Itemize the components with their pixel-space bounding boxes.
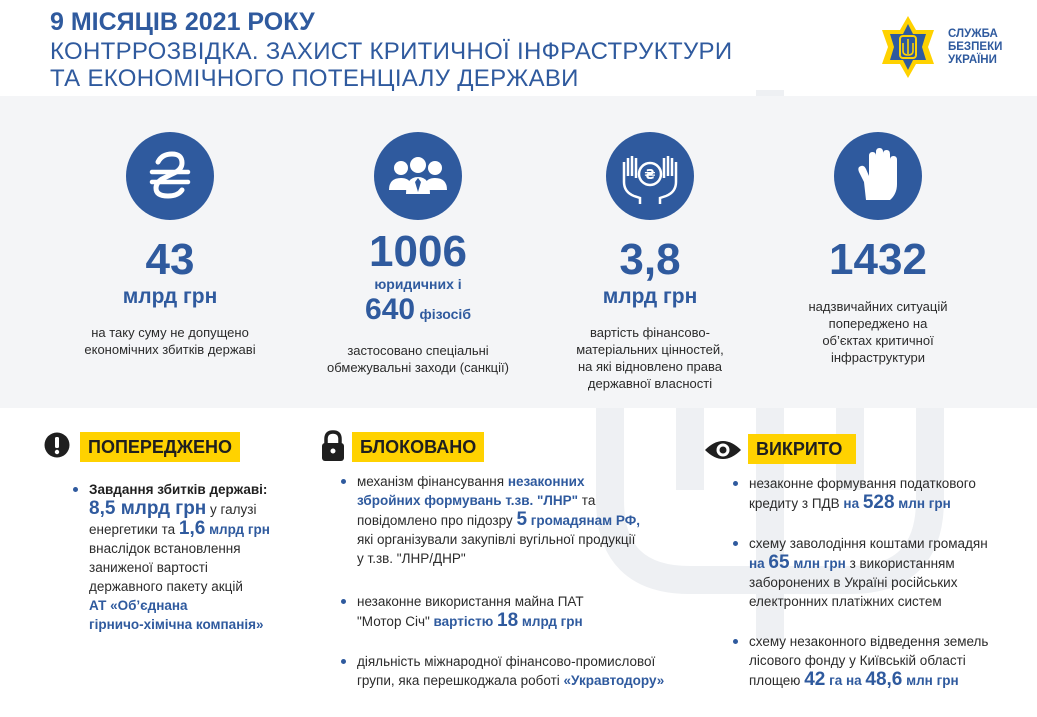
svg-text:₴: ₴ bbox=[644, 168, 656, 183]
highlight-text: громадянам РФ, bbox=[527, 513, 640, 528]
list-item-text: діяльність міжнародної фінансово-промислової bbox=[357, 654, 656, 669]
highlight-text: га на bbox=[825, 673, 866, 688]
stat-sanctions bbox=[318, 132, 518, 376]
stat-desc-line1: на таку суму не допущено bbox=[91, 325, 249, 340]
list-item-text: площею bbox=[749, 673, 805, 688]
stat-icon-circle bbox=[606, 132, 694, 220]
stat-number: 3,8 bbox=[619, 235, 681, 284]
highlight-value: 42 bbox=[804, 669, 826, 690]
list-item-text: незаконне формування податкового bbox=[749, 476, 976, 491]
stat-desc-line2: обмежувальні заходи (санкції) bbox=[327, 360, 509, 375]
highlight-value: 5 bbox=[516, 509, 528, 530]
stat-icon-circle bbox=[834, 132, 922, 220]
stat-desc-line1: вартість фінансово- bbox=[590, 325, 710, 340]
highlight-value: 48,6 bbox=[865, 669, 903, 690]
highlight-value: 528 bbox=[862, 492, 895, 513]
stat-desc-line4: державної власності bbox=[587, 376, 713, 391]
highlight-text: на bbox=[843, 496, 863, 511]
list-item-text: внаслідок встановлення bbox=[89, 541, 241, 556]
stat-desc-line3: об’єктах критичної bbox=[822, 333, 934, 348]
stat-icon-circle bbox=[126, 132, 214, 220]
stat-desc-line2: попереджено на bbox=[828, 316, 928, 331]
highlight-value: 18 bbox=[497, 610, 519, 631]
stat-emergencies bbox=[778, 132, 978, 366]
highlight-unit: млн грн bbox=[789, 556, 846, 571]
highlight-text: незаконних bbox=[507, 474, 585, 489]
highlight-text: збройних формувань т.зв. "ЛНР" bbox=[357, 493, 579, 508]
stat-number-2: 640 bbox=[365, 293, 416, 326]
list-item-text: схему заволодіння коштами громадян bbox=[749, 536, 988, 551]
list-item bbox=[357, 652, 707, 690]
stat-desc-line2: економічних збитків державі bbox=[84, 342, 256, 357]
page-title: 9 МІСЯЦІВ 2021 РОКУ bbox=[50, 8, 315, 36]
logo-line2: БЕЗПЕКИ bbox=[948, 41, 1003, 53]
highlight-unit: млн грн bbox=[902, 673, 959, 688]
stat-desc-line3: на які відновлено права bbox=[578, 359, 722, 374]
exclamation-icon bbox=[44, 432, 70, 463]
list-item-text: та bbox=[578, 493, 596, 508]
stat-assets bbox=[550, 132, 750, 392]
list-item bbox=[749, 534, 1029, 611]
list-item-text: у галузі bbox=[206, 502, 257, 517]
list-item-text: державного пакету акцій bbox=[89, 579, 243, 594]
list-item-text: гірничо-хімічна компанія» bbox=[89, 617, 264, 632]
lock-icon bbox=[320, 430, 346, 467]
people-icon bbox=[374, 132, 462, 220]
list-item-text: електронних платіжних систем bbox=[749, 594, 942, 609]
stat-number: 1432 bbox=[829, 235, 927, 284]
page-subtitle-line1: КОНТРРОЗВІДКА. ЗАХИСТ КРИТИЧНОЇ ІНФРАСТРУКТУРИ bbox=[50, 38, 733, 65]
list-item-text: кредиту з ПДВ bbox=[749, 496, 844, 511]
stat-desc-line2: матеріальних цінностей, bbox=[576, 342, 724, 357]
highlight-text: вартістю bbox=[433, 614, 497, 629]
list-item-text: механізм фінансування bbox=[357, 474, 508, 489]
stat-desc-line4: інфраструктури bbox=[830, 350, 926, 365]
hands-coin-icon bbox=[606, 132, 694, 220]
logo-line3: УКРАЇНИ bbox=[948, 54, 997, 66]
list-item bbox=[749, 474, 1029, 513]
page-subtitle-line2: ТА ЕКОНОМІЧНОГО ПОТЕНЦІАЛУ ДЕРЖАВИ bbox=[50, 65, 579, 92]
highlight-text: «Укравтодору» bbox=[563, 673, 665, 688]
stat-desc-line1: надзвичайних ситуацій bbox=[808, 299, 948, 314]
list-item-text: АТ «Об’єднана bbox=[89, 598, 188, 613]
stat-unit-2: фізосіб bbox=[419, 306, 471, 322]
list-item-text: незаконне використання майна ПАТ bbox=[357, 594, 584, 609]
stat-icon-circle bbox=[374, 132, 462, 220]
list-item-text: заниженої вартості bbox=[89, 560, 208, 575]
list-item-text: у т.зв. "ЛНР/ДНР" bbox=[357, 551, 466, 566]
list-item-text: енергетики та bbox=[89, 522, 179, 537]
highlight-unit: млрд грн bbox=[518, 614, 583, 629]
list-item-text: лісового фонду у Київській області bbox=[749, 653, 966, 668]
list-item bbox=[357, 472, 687, 568]
list-item bbox=[357, 592, 687, 631]
hryvnia-icon bbox=[126, 132, 214, 220]
stat-unit: юридичних і bbox=[374, 276, 462, 292]
stat-losses bbox=[70, 132, 270, 358]
highlight-text: на bbox=[749, 556, 769, 571]
highlight-unit: млн грн bbox=[894, 496, 951, 511]
logo-line1: СЛУЖБА bbox=[948, 28, 998, 40]
section-title-blocked: БЛОКОВАНО bbox=[352, 432, 484, 462]
stat-second-value bbox=[318, 293, 518, 332]
highlight-value: 8,5 млрд грн bbox=[89, 498, 207, 519]
list-item-text: з використанням bbox=[845, 556, 955, 571]
list-item bbox=[749, 632, 1029, 690]
eye-icon bbox=[704, 438, 742, 467]
highlight-value: 65 bbox=[768, 552, 790, 573]
sbu-emblem-icon bbox=[876, 14, 940, 80]
list-item-text: групи, яка перешкоджала роботі bbox=[357, 673, 564, 688]
list-item-text: заборонених в Україні російських bbox=[749, 575, 958, 590]
stat-desc-line1: застосовано спеціальні bbox=[347, 343, 489, 358]
highlight-value: 1,6 bbox=[178, 518, 206, 539]
list-item-text: які організували закупівлі вугільної продукції bbox=[357, 532, 636, 547]
stat-number: 1006 bbox=[369, 227, 467, 276]
list-item-text: схему незаконного відведення земель bbox=[749, 634, 989, 649]
stop-hand-icon bbox=[834, 132, 922, 220]
stat-unit: млрд грн bbox=[602, 285, 698, 308]
stat-number: 43 bbox=[145, 235, 195, 284]
list-item-heading: Завдання збитків державі: bbox=[89, 482, 268, 497]
list-item-text: повідомлено про підозру bbox=[357, 513, 517, 528]
sbu-logo bbox=[876, 14, 1036, 80]
list-item bbox=[89, 480, 309, 634]
section-title-exposed: ВИКРИТО bbox=[748, 434, 856, 464]
stat-unit: млрд грн bbox=[122, 285, 218, 308]
highlight-unit: млрд грн bbox=[205, 522, 270, 537]
list-item-text: "Мотор Січ" bbox=[357, 614, 434, 629]
section-title-prevented: ПОПЕРЕДЖЕНО bbox=[80, 432, 240, 462]
page-header bbox=[50, 6, 732, 92]
